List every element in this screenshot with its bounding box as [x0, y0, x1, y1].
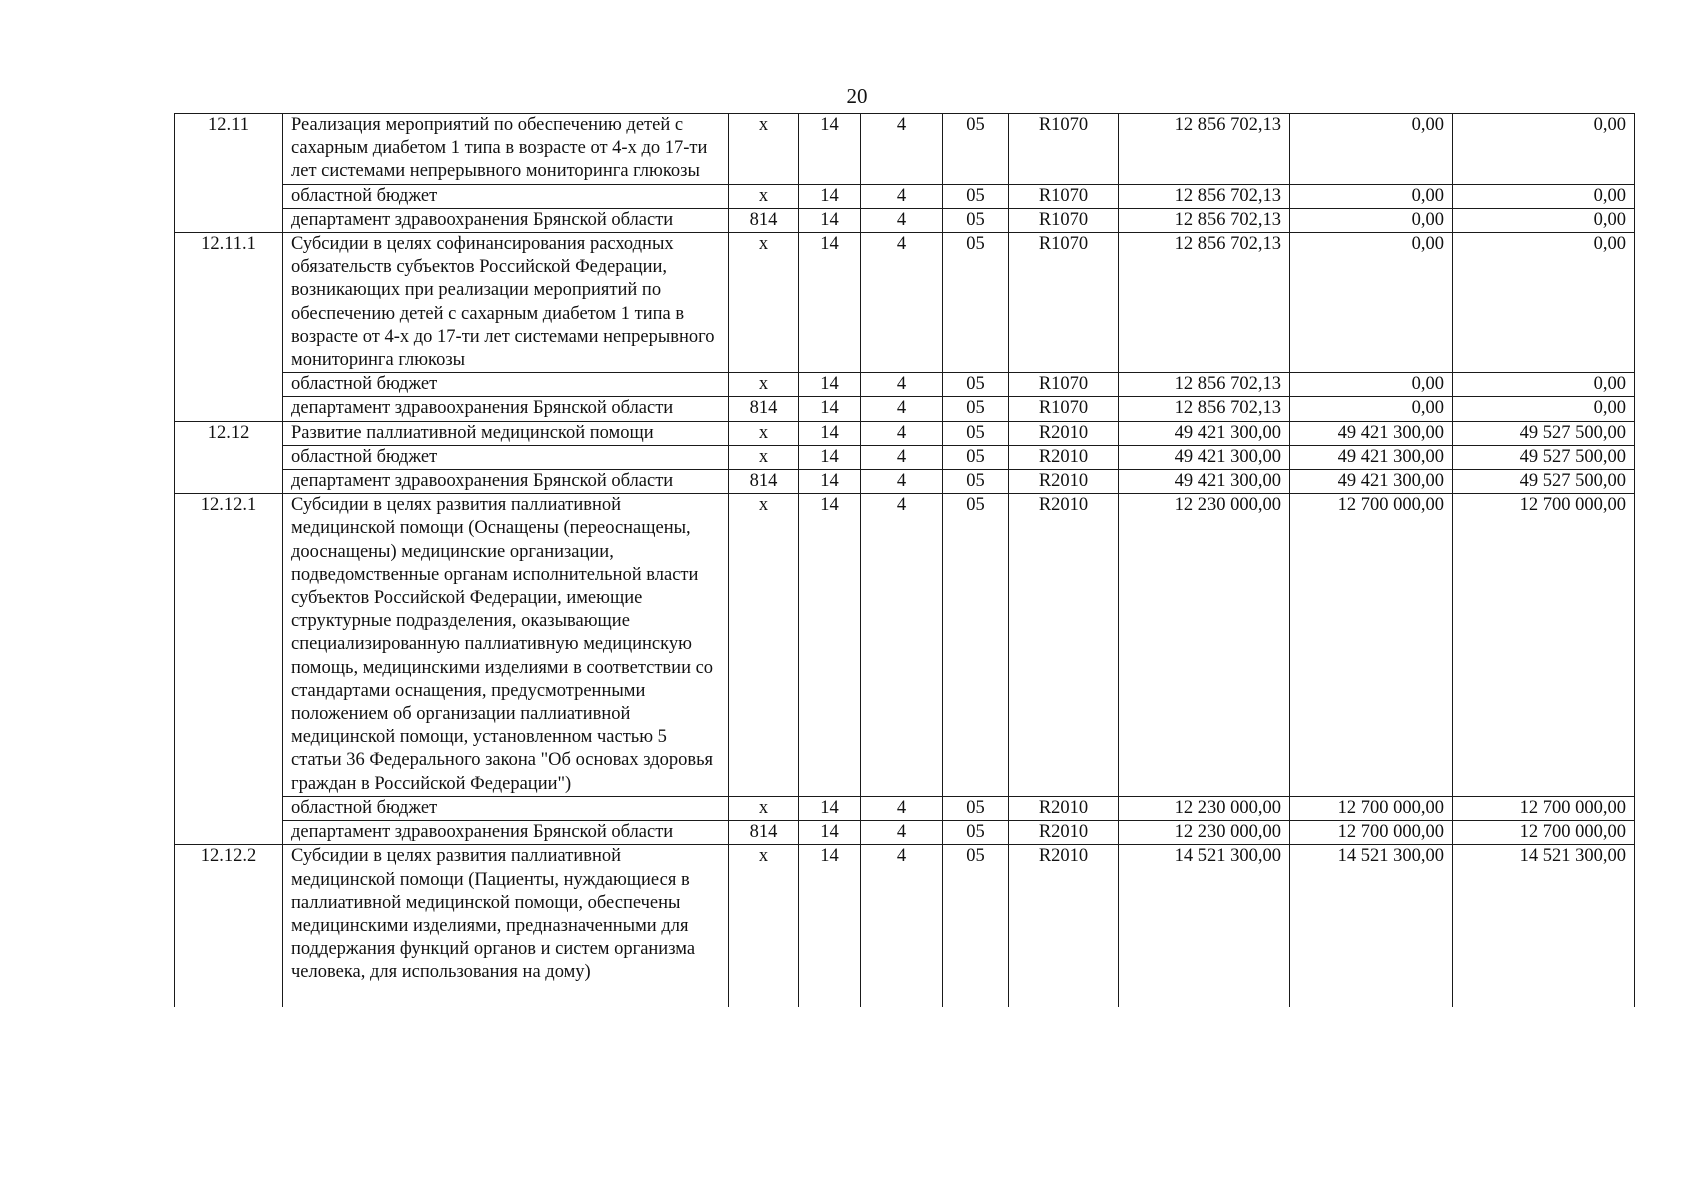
cell-section: 14 [799, 445, 861, 469]
cell-program: 05 [943, 470, 1009, 494]
cell-section: 14 [799, 397, 861, 421]
row-number [175, 373, 283, 397]
cell-section: 14 [799, 373, 861, 397]
cell-amount-year-2: 49 421 300,00 [1290, 421, 1453, 445]
cell-program: 05 [943, 796, 1009, 820]
cell-amount-year-1: 49 421 300,00 [1119, 470, 1290, 494]
row-description: департамент здравоохранения Брянской области [283, 208, 729, 232]
cell-grbs: х [729, 845, 799, 1008]
cell-amount-year-2: 49 421 300,00 [1290, 445, 1453, 469]
cell-amount-year-3: 49 527 500,00 [1453, 421, 1635, 445]
row-description: департамент здравоохранения Брянской области [283, 397, 729, 421]
cell-amount-year-1: 12 856 702,13 [1119, 184, 1290, 208]
budget-table [174, 113, 1635, 1007]
table-row [175, 114, 1635, 185]
cell-program: 05 [943, 208, 1009, 232]
cell-section: 14 [799, 184, 861, 208]
cell-program: 05 [943, 397, 1009, 421]
table-row [175, 208, 1635, 232]
cell-amount-year-3: 0,00 [1453, 233, 1635, 373]
row-description: Реализация мероприятий по обеспечению детей с сахарным диабетом 1 типа в возрасте от 4-х до 17-ти лет системами непрерывного мониторинга глюкозы [283, 114, 729, 185]
cell-subsection: 4 [861, 373, 943, 397]
row-number [175, 397, 283, 421]
cell-amount-year-1: 12 230 000,00 [1119, 821, 1290, 845]
cell-amount-year-3: 49 527 500,00 [1453, 470, 1635, 494]
cell-expense-code: R2010 [1009, 796, 1119, 820]
cell-expense-code: R1070 [1009, 373, 1119, 397]
cell-amount-year-1: 12 856 702,13 [1119, 233, 1290, 373]
cell-grbs: х [729, 796, 799, 820]
table-row [175, 821, 1635, 845]
row-number [175, 796, 283, 820]
cell-amount-year-2: 14 521 300,00 [1290, 845, 1453, 1008]
table-row [175, 845, 1635, 1008]
row-description: департамент здравоохранения Брянской области [283, 470, 729, 494]
cell-subsection: 4 [861, 397, 943, 421]
cell-program: 05 [943, 421, 1009, 445]
cell-subsection: 4 [861, 494, 943, 797]
cell-amount-year-2: 0,00 [1290, 397, 1453, 421]
row-number [175, 208, 283, 232]
cell-subsection: 4 [861, 821, 943, 845]
cell-amount-year-2: 0,00 [1290, 114, 1453, 185]
cell-grbs: х [729, 184, 799, 208]
row-number [175, 470, 283, 494]
cell-subsection: 4 [861, 445, 943, 469]
row-number [175, 184, 283, 208]
cell-amount-year-3: 0,00 [1453, 184, 1635, 208]
table-row [175, 494, 1635, 797]
cell-subsection: 4 [861, 233, 943, 373]
cell-amount-year-2: 12 700 000,00 [1290, 821, 1453, 845]
cell-amount-year-3: 12 700 000,00 [1453, 494, 1635, 797]
cell-amount-year-1: 12 856 702,13 [1119, 114, 1290, 185]
row-number [175, 445, 283, 469]
row-number: 12.12 [175, 421, 283, 445]
cell-expense-code: R1070 [1009, 208, 1119, 232]
cell-program: 05 [943, 445, 1009, 469]
table-row [175, 470, 1635, 494]
cell-amount-year-3: 12 700 000,00 [1453, 796, 1635, 820]
cell-amount-year-1: 12 230 000,00 [1119, 796, 1290, 820]
table-row [175, 184, 1635, 208]
table-row [175, 796, 1635, 820]
cell-subsection: 4 [861, 421, 943, 445]
row-number: 12.12.2 [175, 845, 283, 1008]
cell-program: 05 [943, 184, 1009, 208]
cell-subsection: 4 [861, 208, 943, 232]
table-body [175, 114, 1635, 1008]
cell-amount-year-1: 49 421 300,00 [1119, 421, 1290, 445]
cell-section: 14 [799, 821, 861, 845]
row-number: 12.11 [175, 114, 283, 185]
row-description: областной бюджет [283, 445, 729, 469]
row-description: Развитие паллиативной медицинской помощи [283, 421, 729, 445]
cell-grbs: х [729, 114, 799, 185]
cell-amount-year-2: 0,00 [1290, 184, 1453, 208]
table-row [175, 445, 1635, 469]
cell-amount-year-3: 14 521 300,00 [1453, 845, 1635, 1008]
cell-amount-year-1: 14 521 300,00 [1119, 845, 1290, 1008]
row-number [175, 821, 283, 845]
cell-expense-code: R1070 [1009, 397, 1119, 421]
cell-program: 05 [943, 373, 1009, 397]
cell-subsection: 4 [861, 796, 943, 820]
cell-expense-code: R2010 [1009, 494, 1119, 797]
cell-program: 05 [943, 233, 1009, 373]
cell-section: 14 [799, 421, 861, 445]
cell-amount-year-1: 49 421 300,00 [1119, 445, 1290, 469]
row-description: Субсидии в целях развития паллиативной медицинской помощи (Оснащены (переоснащены, дооснащены) медицинские организации, подведомственные органам исполнительной власти субъектов Российской Федерации, имеющие структурные подразделения, оказывающие специализированную паллиативную медицинскую помощь, медицинскими изделиями в соответствии со стандартами оснащения, предусмотренными положением об организации паллиативной медицинской помощи, установленном частью 5 статьи 36 Федерального закона "Об основах здоровья граждан в Российской Федерации") [283, 494, 729, 797]
cell-amount-year-1: 12 856 702,13 [1119, 373, 1290, 397]
row-number: 12.11.1 [175, 233, 283, 373]
cell-grbs: 814 [729, 208, 799, 232]
cell-grbs: х [729, 494, 799, 797]
cell-grbs: х [729, 233, 799, 373]
cell-grbs: 814 [729, 397, 799, 421]
table-row [175, 421, 1635, 445]
cell-amount-year-2: 0,00 [1290, 233, 1453, 373]
cell-expense-code: R2010 [1009, 845, 1119, 1008]
cell-grbs: х [729, 373, 799, 397]
cell-expense-code: R2010 [1009, 470, 1119, 494]
cell-expense-code: R1070 [1009, 114, 1119, 185]
cell-section: 14 [799, 494, 861, 797]
row-description: Субсидии в целях развития паллиативной медицинской помощи (Пациенты, нуждающиеся в паллиативной медицинской помощи, обеспечены медицинскими изделиями, предназначенными для поддержания функций органов и систем организма человека, для использования на дому) [283, 845, 729, 1008]
cell-amount-year-3: 0,00 [1453, 373, 1635, 397]
cell-section: 14 [799, 470, 861, 494]
cell-section: 14 [799, 796, 861, 820]
cell-program: 05 [943, 494, 1009, 797]
cell-amount-year-1: 12 856 702,13 [1119, 397, 1290, 421]
cell-section: 14 [799, 233, 861, 373]
cell-amount-year-1: 12 856 702,13 [1119, 208, 1290, 232]
cell-amount-year-3: 49 527 500,00 [1453, 445, 1635, 469]
cell-subsection: 4 [861, 470, 943, 494]
cell-expense-code: R2010 [1009, 821, 1119, 845]
cell-program: 05 [943, 114, 1009, 185]
cell-amount-year-2: 12 700 000,00 [1290, 796, 1453, 820]
cell-section: 14 [799, 845, 861, 1008]
row-description: областной бюджет [283, 796, 729, 820]
table-row [175, 233, 1635, 373]
cell-amount-year-1: 12 230 000,00 [1119, 494, 1290, 797]
cell-subsection: 4 [861, 114, 943, 185]
table-row [175, 397, 1635, 421]
cell-section: 14 [799, 208, 861, 232]
cell-amount-year-2: 49 421 300,00 [1290, 470, 1453, 494]
cell-expense-code: R1070 [1009, 233, 1119, 373]
cell-amount-year-2: 0,00 [1290, 208, 1453, 232]
row-description: областной бюджет [283, 184, 729, 208]
cell-grbs: 814 [729, 821, 799, 845]
cell-grbs: х [729, 421, 799, 445]
cell-amount-year-3: 0,00 [1453, 114, 1635, 185]
cell-amount-year-3: 12 700 000,00 [1453, 821, 1635, 845]
cell-amount-year-2: 12 700 000,00 [1290, 494, 1453, 797]
cell-amount-year-3: 0,00 [1453, 397, 1635, 421]
row-description: департамент здравоохранения Брянской области [283, 821, 729, 845]
cell-subsection: 4 [861, 845, 943, 1008]
table-row [175, 373, 1635, 397]
cell-amount-year-3: 0,00 [1453, 208, 1635, 232]
cell-subsection: 4 [861, 184, 943, 208]
cell-expense-code: R2010 [1009, 421, 1119, 445]
cell-section: 14 [799, 114, 861, 185]
row-number: 12.12.1 [175, 494, 283, 797]
row-description: областной бюджет [283, 373, 729, 397]
row-description: Субсидии в целях софинансирования расходных обязательств субъектов Российской Федерации, возникающих при реализации мероприятий по обеспечению детей с сахарным диабетом 1 типа в возрасте от 4-х до 17-ти лет системами непрерывного мониторинга глюкозы [283, 233, 729, 373]
page-number: 20 [846, 84, 868, 108]
cell-amount-year-2: 0,00 [1290, 373, 1453, 397]
cell-expense-code: R2010 [1009, 445, 1119, 469]
cell-program: 05 [943, 845, 1009, 1008]
cell-grbs: х [729, 445, 799, 469]
cell-program: 05 [943, 821, 1009, 845]
cell-expense-code: R1070 [1009, 184, 1119, 208]
cell-grbs: 814 [729, 470, 799, 494]
